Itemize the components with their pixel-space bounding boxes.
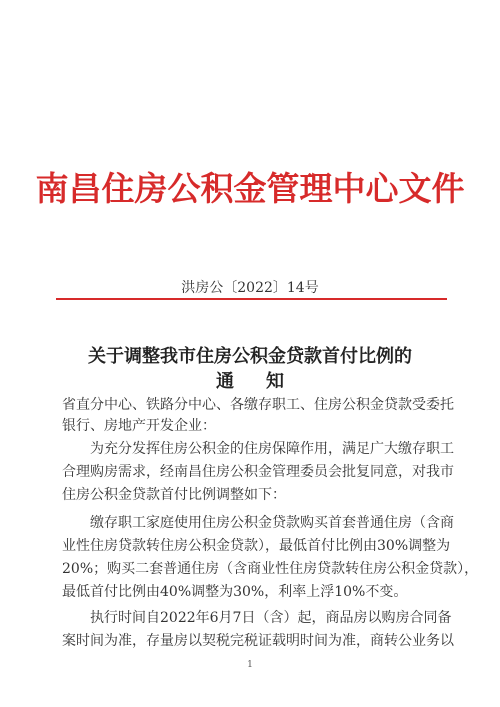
addressee-line1: 省直分中心、铁路分中心、各缴存职工、住房公积金贷款受委托 <box>62 397 454 413</box>
notice-title-line2: 通知 <box>216 371 316 392</box>
para2-line4: 最低首付比例由40%调整为30%，利率上浮10%不变。 <box>62 584 408 600</box>
page-number: 1 <box>247 660 253 670</box>
para2-line2: 业性住房贷款转住房公积金贷款），最低首付比例由30%调整为 <box>62 538 451 554</box>
para2-line3: 20%；购买二套普通住房（含商业性住房贷款转住房公积金贷款）， <box>62 561 479 577</box>
addressee-line2: 银行、房地产开发企业： <box>62 418 216 434</box>
para3-line2: 案时间为准，存量房以契税完税证载明时间为准，商转公业务以 <box>62 633 454 649</box>
notice-title-line1: 关于调整我市住房公积金贷款首付比例的 <box>88 346 412 367</box>
document-number: 洪房公〔2022〕14号 <box>181 280 319 296</box>
red-divider <box>56 298 447 300</box>
para2-line1: 缴存职工家庭使用住房公积金贷款购买首套普通住房（含商 <box>90 515 454 531</box>
para1-line2: 合理购房需求，经南昌住房公积金管理委员会批复同意，对我市 <box>62 464 454 480</box>
para1-line3: 住房公积金贷款首付比例调整如下： <box>62 487 286 503</box>
para1-line1: 为充分发挥住房公积金的住房保障作用，满足广大缴存职工 <box>90 441 454 457</box>
document-header: 南昌住房公积金管理中心文件 <box>35 169 465 208</box>
para3-line1: 执行时间自2022年6月7日（含）起，商品房以购房合同备 <box>90 610 452 626</box>
